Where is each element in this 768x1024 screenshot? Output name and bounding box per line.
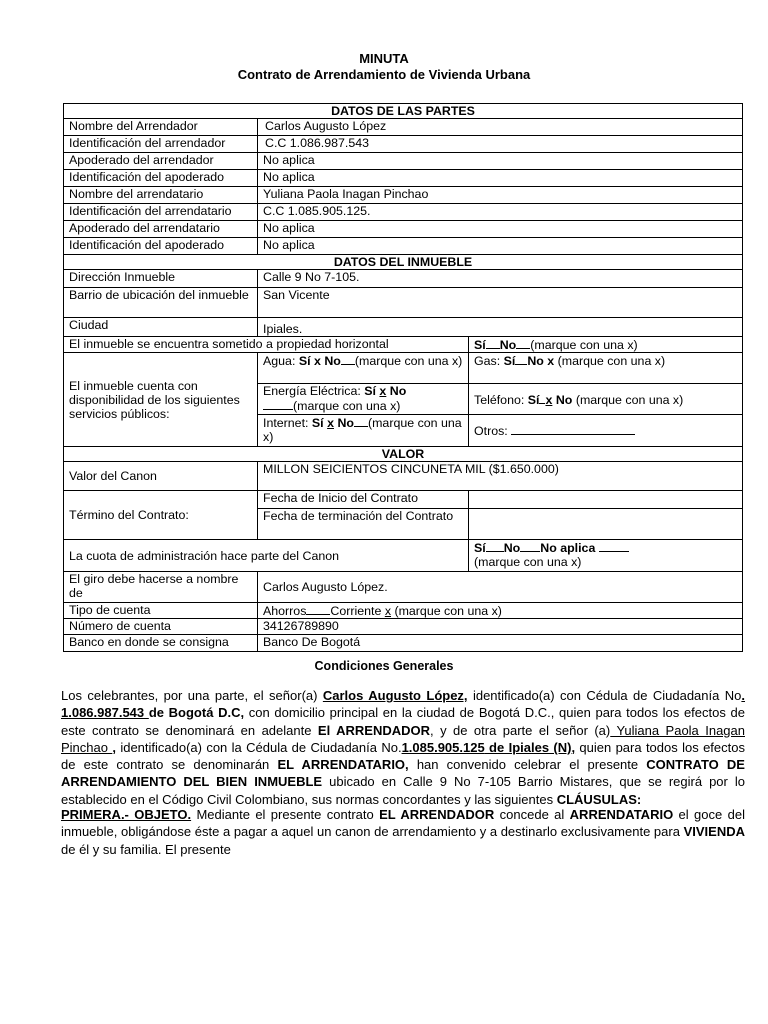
energia-hint: (marque con una x): [293, 399, 401, 413]
banco-label: Banco en donde se consigna: [64, 635, 258, 652]
ph-no-blank: [516, 337, 530, 349]
internet-no: No: [337, 416, 354, 430]
fecha-inicio-value: [469, 491, 743, 509]
text: han convenido celebrar el presente: [408, 757, 647, 773]
admin-si: Sí: [474, 541, 486, 555]
agua-hint: (marque con una x): [354, 354, 463, 368]
admin-hint: (marque con una x): [474, 555, 582, 569]
internet-hint: (marque con una x): [263, 416, 462, 444]
row-value: C.C 1.086.987.543: [258, 136, 743, 153]
row-value: No aplica: [258, 170, 743, 187]
text: identificado(a) con Cédula de Ciudadanía No: [467, 688, 742, 703]
propiedad-horizontal-label: El inmueble se encuentra sometido a propiedad horizontal: [64, 337, 469, 353]
document-title: MINUTA: [359, 51, 409, 66]
agua-cell: [258, 353, 469, 384]
numero-cuenta-value: 34126789890: [258, 619, 743, 635]
term-arrendatario: EL ARRENDATARIO,: [277, 757, 409, 773]
energia-x: x: [379, 384, 387, 398]
ahorros-option: Ahorros: [263, 604, 307, 618]
fecha-terminacion-label: Fecha de terminación del Contrato: [258, 509, 469, 540]
row-value: Carlos Augusto López: [258, 119, 743, 136]
paragraph-celebrantes: [61, 687, 745, 808]
telefono-cell: [469, 384, 743, 415]
telefono-x: x: [545, 392, 553, 407]
term-arrendador: El ARRENDADOR: [317, 722, 431, 738]
term-arrendador: EL ARRENDADOR: [379, 807, 495, 822]
text: ubicado en Calle 9 No 7-105 Barrio Mistares, que se regirá por lo establecido en el Código Civil Colombiano, sus normas concordantes y las siguientes: [61, 774, 745, 807]
contract-data-table: [63, 103, 743, 652]
gas-hint: (marque con una x): [557, 354, 666, 368]
tipo-cuenta-x: x: [384, 604, 392, 618]
cedula-arrendador: . 1.086.987.543: [61, 688, 746, 721]
internet-blank: [354, 415, 368, 427]
ph-si: Sí: [474, 338, 486, 352]
numero-cuenta-label: Número de cuenta: [64, 619, 258, 635]
direccion-label: Dirección Inmueble: [64, 270, 258, 288]
clause-heading: PRIMERA.- OBJETO.: [61, 807, 192, 822]
fecha-inicio-label: Fecha de Inicio del Contrato: [258, 491, 469, 509]
barrio-label: Barrio de ubicación del inmueble: [64, 288, 258, 318]
text: con domicilio principal en la ciudad de Bogotá D.C., quien para todos los efectos de este contrato se denominará en adelante: [61, 705, 745, 738]
text: Mediante el presente contrato: [191, 807, 380, 822]
tipo-cuenta-label: Tipo de cuenta: [64, 603, 258, 619]
gas-si: Sí: [503, 354, 516, 368]
paragraph-primera: [61, 806, 745, 858]
direccion-value: Calle 9 No 7-105.: [258, 270, 743, 288]
administracion-label: La cuota de administración hace parte del Canon: [64, 540, 469, 572]
cedula-origen: de Bogotá D.C,: [148, 705, 245, 721]
term-vivienda: VIVIENDA: [683, 824, 745, 840]
row-label: Identificación del arrendador: [64, 136, 258, 153]
ahorros-blank: [306, 603, 330, 615]
energia-label: Energía Eléctrica:: [263, 384, 361, 398]
telefono-si: Sí: [527, 392, 540, 407]
section-datos-inmueble: DATOS DEL INMUEBLE: [64, 255, 743, 270]
arrendataria-name: Yuliana Paola Inagan Pinchao: [61, 722, 745, 755]
row-label: Identificación del arrendatario: [64, 204, 258, 221]
gas-label: Gas:: [474, 354, 501, 368]
giro-label: El giro debe hacerse a nombre de: [64, 572, 258, 603]
admin-no: No: [503, 541, 521, 555]
text: de él y su familia. El presente: [61, 841, 231, 857]
ciudad-label: Ciudad: [64, 318, 258, 337]
canon-label: Valor del Canon: [64, 462, 258, 491]
gas-blank: [515, 353, 527, 365]
gas-cell: [469, 353, 743, 384]
otros-label: Otros:: [474, 424, 508, 438]
ph-no: No: [499, 338, 517, 352]
energia-blank: [263, 398, 293, 410]
otros-cell: [469, 415, 743, 447]
text: , y de otra parte el señor (a): [430, 722, 611, 738]
termino-label: Término del Contrato:: [64, 491, 258, 540]
agua-blank: [341, 353, 355, 365]
text: identificado(a) con la Cédula de Ciudadanía No.: [115, 739, 402, 755]
comma: ,: [112, 739, 116, 755]
telefono-label: Teléfono:: [474, 392, 525, 407]
term-arrendatario: ARRENDATARIO: [569, 807, 674, 822]
row-label: Nombre del Arrendador: [64, 119, 258, 136]
telefono-hint: (marque con una x): [575, 392, 684, 407]
row-label: Nombre del arrendatario: [64, 187, 258, 204]
fecha-terminacion-value: [469, 509, 743, 540]
barrio-value: San Vicente: [258, 288, 743, 318]
section-valor: VALOR: [64, 447, 743, 462]
condiciones-title: Condiciones Generales: [314, 659, 454, 673]
cedula-origen-ipiales: de Ipiales (N),: [484, 739, 576, 755]
row-value: No aplica: [258, 221, 743, 238]
admin-si-blank: [486, 540, 504, 552]
document-subtitle: Contrato de Arrendamiento de Vivienda Urbana: [237, 67, 531, 82]
internet-cell: [258, 415, 469, 447]
admin-no-blank: [520, 540, 540, 552]
text: Los celebrantes, por una parte, el señor(a): [61, 688, 323, 703]
tipo-cuenta-options: [258, 603, 743, 619]
energia-cell: [258, 384, 469, 415]
agua-no: No: [324, 354, 341, 368]
ciudad-value: Ipiales.: [258, 318, 743, 337]
corriente-option: Corriente: [330, 604, 382, 618]
term-contrato: CONTRATO DE ARRENDAMIENTO DEL BIEN INMUEBLE: [61, 757, 745, 790]
section-datos-partes: DATOS DE LAS PARTES: [64, 104, 743, 119]
admin-noaplica-blank: [599, 540, 629, 552]
cedula-arrendataria: 1.085.905.125: [401, 739, 485, 755]
tipo-cuenta-hint: (marque con una x): [394, 604, 502, 618]
row-label: Identificación del apoderado: [64, 170, 258, 187]
ph-si-blank: [486, 337, 500, 349]
telefono-no: No: [555, 392, 573, 407]
banco-value: Banco De Bogotá: [258, 635, 743, 652]
propiedad-horizontal-options: [469, 337, 743, 353]
text: el goce del inmueble, obligándose éste a pagar a aquel un canon de arrendamiento y a destinarlo exclusivamente para: [61, 807, 745, 840]
administracion-options: [469, 540, 743, 572]
ph-hint: (marque con una x): [530, 338, 638, 352]
row-label: Apoderado del arrendatario: [64, 221, 258, 238]
internet-si: Sí: [311, 416, 324, 430]
canon-value: MILLON SEICIENTOS CINCUNETA MIL ($1.650.000): [258, 462, 743, 491]
text: quien para todos los efectos de este contrato se denominarán: [61, 739, 745, 773]
row-label: Identificación del apoderado: [64, 238, 258, 255]
arrendador-name: Carlos Augusto López,: [322, 688, 468, 703]
giro-value: Carlos Augusto López.: [258, 572, 743, 603]
term-clausulas: CLÁUSULAS:: [556, 791, 642, 807]
text: concede al: [494, 807, 570, 822]
agua-label: Agua:: [263, 354, 296, 368]
agua-si: Sí x: [298, 354, 321, 368]
gas-no: No x: [527, 354, 555, 368]
row-label: Apoderado del arrendador: [64, 153, 258, 170]
internet-x: x: [327, 416, 334, 430]
otros-blank: [511, 423, 635, 435]
row-value: Yuliana Paola Inagan Pinchao: [258, 187, 743, 204]
row-value: No aplica: [258, 238, 743, 255]
internet-label: Internet:: [263, 416, 309, 430]
servicios-label: El inmueble cuenta con disponibilidad de los siguientes servicios públicos:: [64, 353, 258, 447]
energia-si: Sí: [364, 384, 376, 398]
admin-noaplica: No aplica: [540, 541, 596, 555]
row-value: No aplica: [258, 153, 743, 170]
energia-no: No: [389, 384, 407, 398]
row-value: C.C 1.085.905.125.: [258, 204, 743, 221]
